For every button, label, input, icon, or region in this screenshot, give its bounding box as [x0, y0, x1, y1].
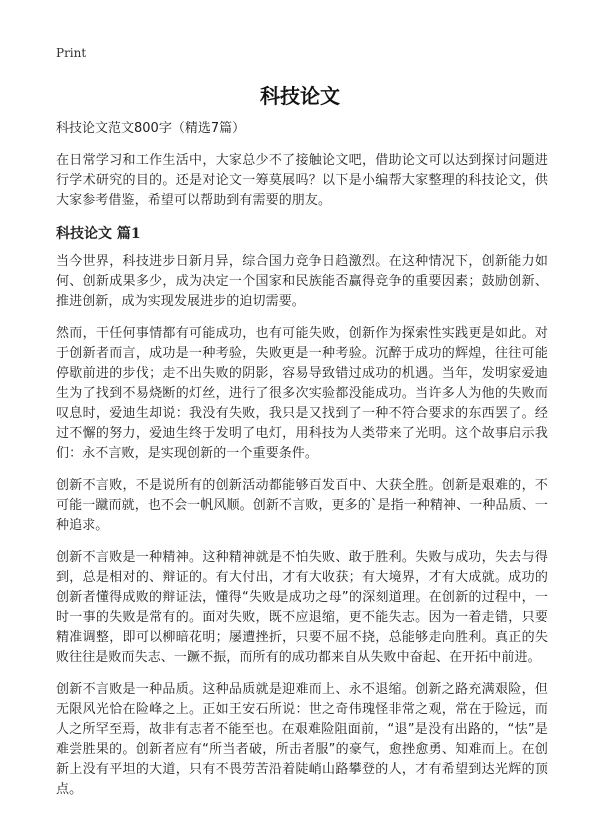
body-paragraph: 当今世界，科技进步日新月异，综合国力竞争日趋激烈。在这种情况下，创新能力如何、创新成果多少，成为决定一个国家和民族能否赢得竞争的重要因素；鼓励创新、推进创新，成为实现发展进步的迫切需要。 [56, 254, 548, 309]
print-link[interactable]: Print [56, 46, 87, 60]
body-paragraph: 创新不言败，不是说所有的创新活动都能够百发百中、大获全胜。创新是艰难的，不可能一蹴而就，也不会一帆风顺。创新不言败，更多的`是指一种精神、一种品质、一种追求。 [56, 478, 548, 533]
document-body [56, 119, 548, 812]
document-subtitle: 科技论文范文800字（精选7篇） [56, 121, 246, 136]
body-paragraph: 然而，干任何事情都有可能成功，也有可能失败，创新作为探索性实践更是如此。对于创新者而言，成功是一种考验，失败更是一种考验。沉醉于成功的辉煌，往往可能停歇前进的步伐；走不出失败的阴影，容易导致错过成功的机遇。当年，发明家爱迪生为了找到不易烧断的灯丝，进行了很多次实验都没能成功。当许多人为他的失败而叹息时，爱迪生却说：我没有失败，我只是又找到了一种不符合要求的东西罢了。经过不懈的努力，爱迪生终于发明了电灯，用科技为人类带来了光明。这个故事启示我们：永不言败，是实现创新的一个重要条件。 [56, 326, 548, 461]
body-paragraph: 创新不言败是一种精神。这种精神就是不怕失败、敢于胜利。失败与成功，失去与得到，总是相对的、辩证的。有大付出，才有大收获；有大境界，才有大成就。成功的创新者懂得成败的辩证法，懂得“失败是成功之母”的深刻道理。在创新的过程中，一时一事的失败是常有的。面对失败，既不应退缩，更不能失志。因为一着走错，只要精准调整，即可以柳暗花明；屡遭挫折，只要不屈不挠，总能够走向胜利。真正的失败往往是败而失志、一蹶不振，而所有的成功都来自从失败中奋起、在开拓中前进。 [56, 550, 548, 665]
body-paragraph: 创新不言败是一种品质。这种品质就是迎难而上、永不退缩。创新之路充满艰险，但无限风光恰在险峰之上。正如王安石所说：世之奇伟瑰怪非常之观，常在于险远，而人之所罕至焉，故非有志者不能至也。在艰难险阻面前，“退”是没有出路的，“怯”是难尝胜果的。创新者应有“所当者破，所击者服”的豪气，愈挫愈勇、知难而上。在创新上没有平坦的大道，只有不畏劳苦沿着陡峭山路攀登的人，才有希望到达光辉的顶点。 [56, 682, 548, 797]
section-heading: 科技论文 篇1 [56, 226, 141, 242]
page-title: 科技论文 [260, 84, 340, 108]
intro-paragraph: 在日常学习和工作生活中，大家总少不了接触论文吧，借助论文可以达到探讨问题进行学术研究的目的。还是对论文一筹莫展吗？以下是小编帮大家整理的科技论文，供大家参考借鉴，希望可以帮助到有需要的朋友。 [56, 153, 548, 208]
